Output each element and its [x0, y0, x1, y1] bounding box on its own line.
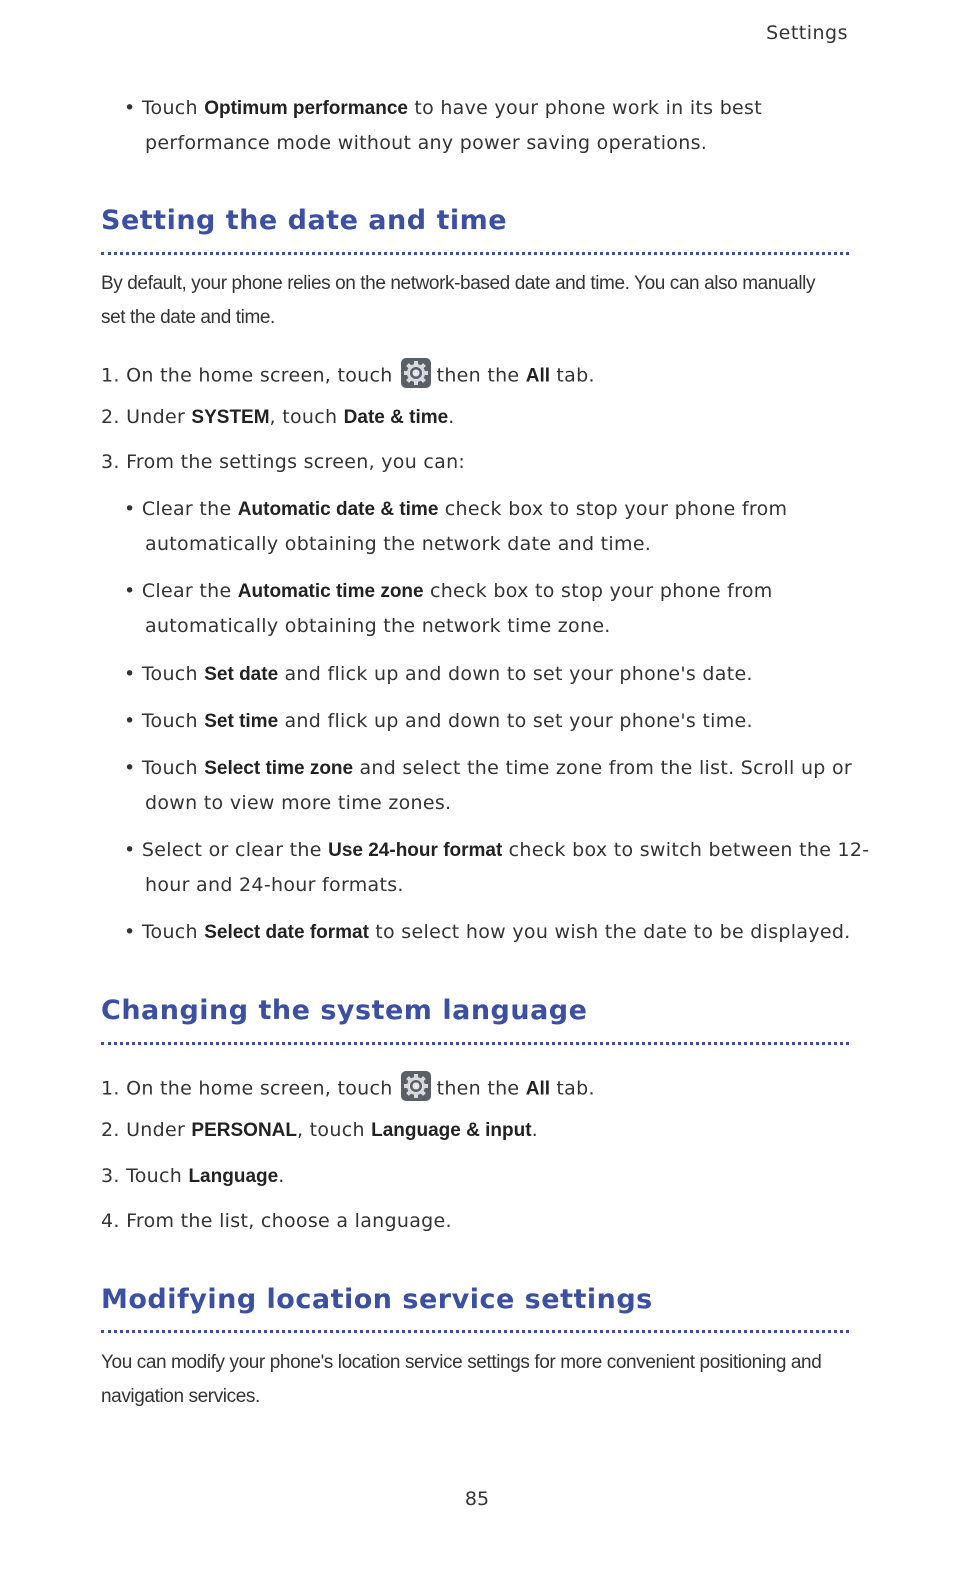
sec1-step2: 2. Under SYSTEM, touch Date & time. — [101, 406, 455, 428]
sec1-bullet-6: • Select or clear the Use 24-hour format check box to switch between the 12- — [124, 839, 870, 861]
page-number: 85 — [464, 1488, 490, 1510]
sec2-step1: 1. On the home screen, touch then the All tab. — [101, 1074, 595, 1104]
sec1-bullet-2: • Clear the Automatic time zone check box to stop your phone from — [124, 580, 773, 602]
sec3-paragraph-line2: navigation services. — [101, 1386, 260, 1407]
sec1-paragraph-line1: By default, your phone relies on the network-based date and time. You can also manually — [101, 273, 816, 294]
settings-gear-icon — [401, 358, 431, 388]
sec2-step4: 4. From the list, choose a language. — [101, 1210, 452, 1232]
intro-bullet: • Touch Optimum performance to have your phone work in its best — [124, 97, 762, 119]
sec1-bullet-5-cont: down to view more time zones. — [145, 792, 452, 814]
heading-divider — [101, 252, 849, 255]
sec1-bullet-2-cont: automatically obtaining the network time zone. — [145, 615, 611, 637]
sec1-bullet-6-cont: hour and 24-hour formats. — [145, 874, 404, 896]
sec1-bullet-1-cont: automatically obtaining the network date and time. — [145, 533, 652, 555]
heading-divider — [101, 1330, 849, 1333]
sec1-step1: 1. On the home screen, touch then the All tab. — [101, 361, 595, 391]
settings-gear-icon — [401, 1071, 431, 1101]
sec1-bullet-1: • Clear the Automatic date & time check box to stop your phone from — [124, 498, 788, 520]
sec1-bullet-4: • Touch Set time and flick up and down to set your phone's time. — [124, 710, 753, 732]
sec3-paragraph-line1: You can modify your phone's location service settings for more convenient positioning and — [101, 1352, 822, 1373]
intro-bullet-cont: performance mode without any power saving operations. — [145, 132, 708, 154]
heading-divider — [101, 1042, 849, 1045]
section-heading-location: Modifying location service settings — [101, 1284, 653, 1315]
section-heading-language: Changing the system language — [101, 995, 588, 1026]
sec1-step3: 3. From the settings screen, you can: — [101, 451, 466, 473]
running-header: Settings — [766, 22, 848, 44]
sec1-bullet-7: • Touch Select date format to select how you wish the date to be displayed. — [124, 921, 851, 943]
sec2-step3: 3. Touch Language. — [101, 1165, 285, 1187]
sec1-bullet-3: • Touch Set date and flick up and down to set your phone's date. — [124, 663, 753, 685]
sec1-bullet-5: • Touch Select time zone and select the time zone from the list. Scroll up or — [124, 757, 853, 779]
sec2-step2: 2. Under PERSONAL, touch Language & input. — [101, 1119, 538, 1141]
sec1-paragraph-line2: set the date and time. — [101, 307, 275, 328]
section-heading-date-time: Setting the date and time — [101, 205, 508, 236]
